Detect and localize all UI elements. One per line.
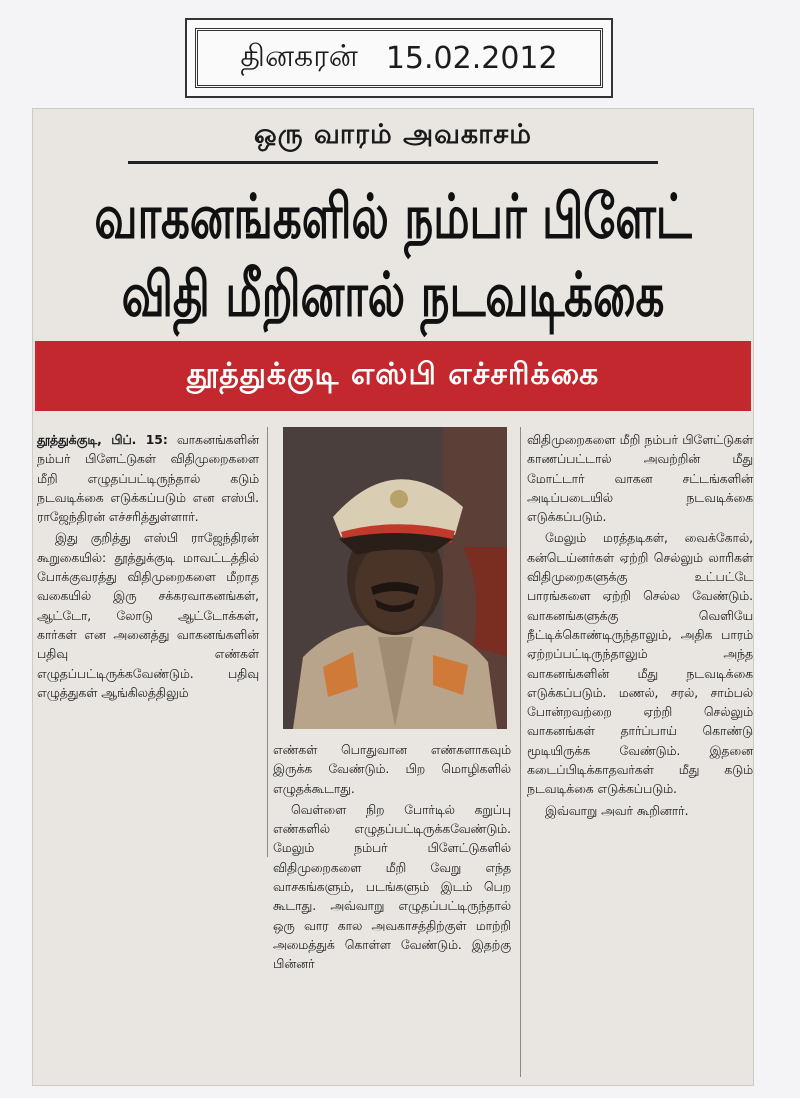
article-column-2 [273, 741, 511, 977]
paragraph-1-text: வாகனங்களின் நம்பர் பிளேட்டுகள் விதிமுறைகளை மீறி எழுதப்பட்டிருந்தால் கடும் நடவடிக்கை எடுக்கப்படும் என எஸ்பி. ராஜேந்திரன் எச்சரித்துள்ளார். [37, 433, 259, 525]
kicker-line: ஒரு வாரம் அவகாசம் [254, 119, 532, 150]
newspaper-name: தினகரன் [240, 38, 358, 74]
paragraph-6: மேலும் மரத்தடிகள், வைக்கோல், கன்டெய்னர்கள் ஏற்றி செல்லும் லாரிகள் விதிமுறைகளுக்கு உட்பட்டே பாரங்களை ஏற்றி செல்ல வேண்டும். வாகனங்களுக்கு வெளியே நீட்டிக்கொண்டிருந்தாலும், அதிக பாரம் ஏற்றப்பட்டிருந்தாலும் அந்த வாகனங்களின் மீது நடவடிக்கை எடுக்கப்படும். மணல், சரல், சாம்பல் போன்றவற்றை ஏற்றி செல்லும் வாகனங்கள் தார்ப்பாய் கொண்டு மூடியிருக்க வேண்டும். இதனை கடைப்பிடிக்காதவர்கள் மீது கடும் நடவடிக்கை எடுக்கப்படும். [527, 531, 753, 797]
article-column-3 [527, 431, 753, 823]
column-divider-1 [267, 427, 268, 857]
paragraph-5: விதிமுறைகளை மீறி நம்பர் பிளேட்டுகள் காணப்பட்டால் அவற்றின் மீது மோட்டார் வாகன சட்டங்களின் அடிப்படையில் நடவடிக்கை எடுக்கப்படும். [527, 433, 753, 525]
article-column-1 [37, 431, 259, 705]
publication-date: 15.02.2012 [385, 40, 558, 76]
headline-line-1: வாகனங்களில் நம்பர் பிளேட் [94, 181, 692, 253]
officer-portrait-image [283, 427, 507, 729]
subhead-band [35, 341, 751, 411]
masthead-frame [195, 28, 603, 88]
paragraph-2: இது குறித்து எஸ்பி ராஜேந்திரன் கூறுகையில்: தூத்துக்குடி மாவட்டத்தில் போக்குவரத்து விதிமுறைகளை மீறாத வகையில் இரு சக்கரவாகனங்கள், ஆட்டோ, லோடு ஆட்டோக்கள், கார்கள் என அனைத்து வாகனங்களின் பதிவு எண்கள் எழுதப்பட்டிருக்கவேண்டும். பதிவு எழுத்துகள் ஆங்கிலத்திலும் [37, 531, 259, 700]
paragraph-7: இவ்வாறு அவர் கூறினார். [545, 803, 689, 818]
dateline: தூத்துக்குடி, பிப். 15: [37, 433, 168, 447]
paragraph-3: எண்கள் பொதுவான எண்களாகவும் இருக்க வேண்டும். பிற மொழிகளில் எழுதக்கூடாது. [273, 743, 511, 796]
officer-photo [283, 427, 507, 729]
kicker-underline [128, 161, 658, 164]
paragraph-4: வெள்ளை நிற போர்டில் கறுப்பு எண்களில் எழுதப்பட்டிருக்கவேண்டும். மேலும் நம்பர் பிளேட்டுகளில் விதிமுறைகளை மீறி வேறு எந்த வாசகங்களும், படங்களும் இடம் பெற கூடாது. அவ்வாறு எழுதப்பட்டிருந்தால் ஒரு வார கால அவகாசத்திற்குள் மாற்றி அமைத்துக் கொள்ள வேண்டும். இதற்கு பின்னர் [273, 802, 511, 972]
paragraph-1 [37, 431, 259, 527]
headline-line-2: விதி மீறினால் நடவடிக்கை [121, 259, 665, 331]
column-divider-2 [520, 427, 521, 1077]
newspaper-masthead [185, 18, 613, 98]
news-clipping [32, 108, 754, 1086]
subhead-text: தூத்துக்குடி எஸ்பி எச்சரிக்கை [186, 356, 600, 392]
